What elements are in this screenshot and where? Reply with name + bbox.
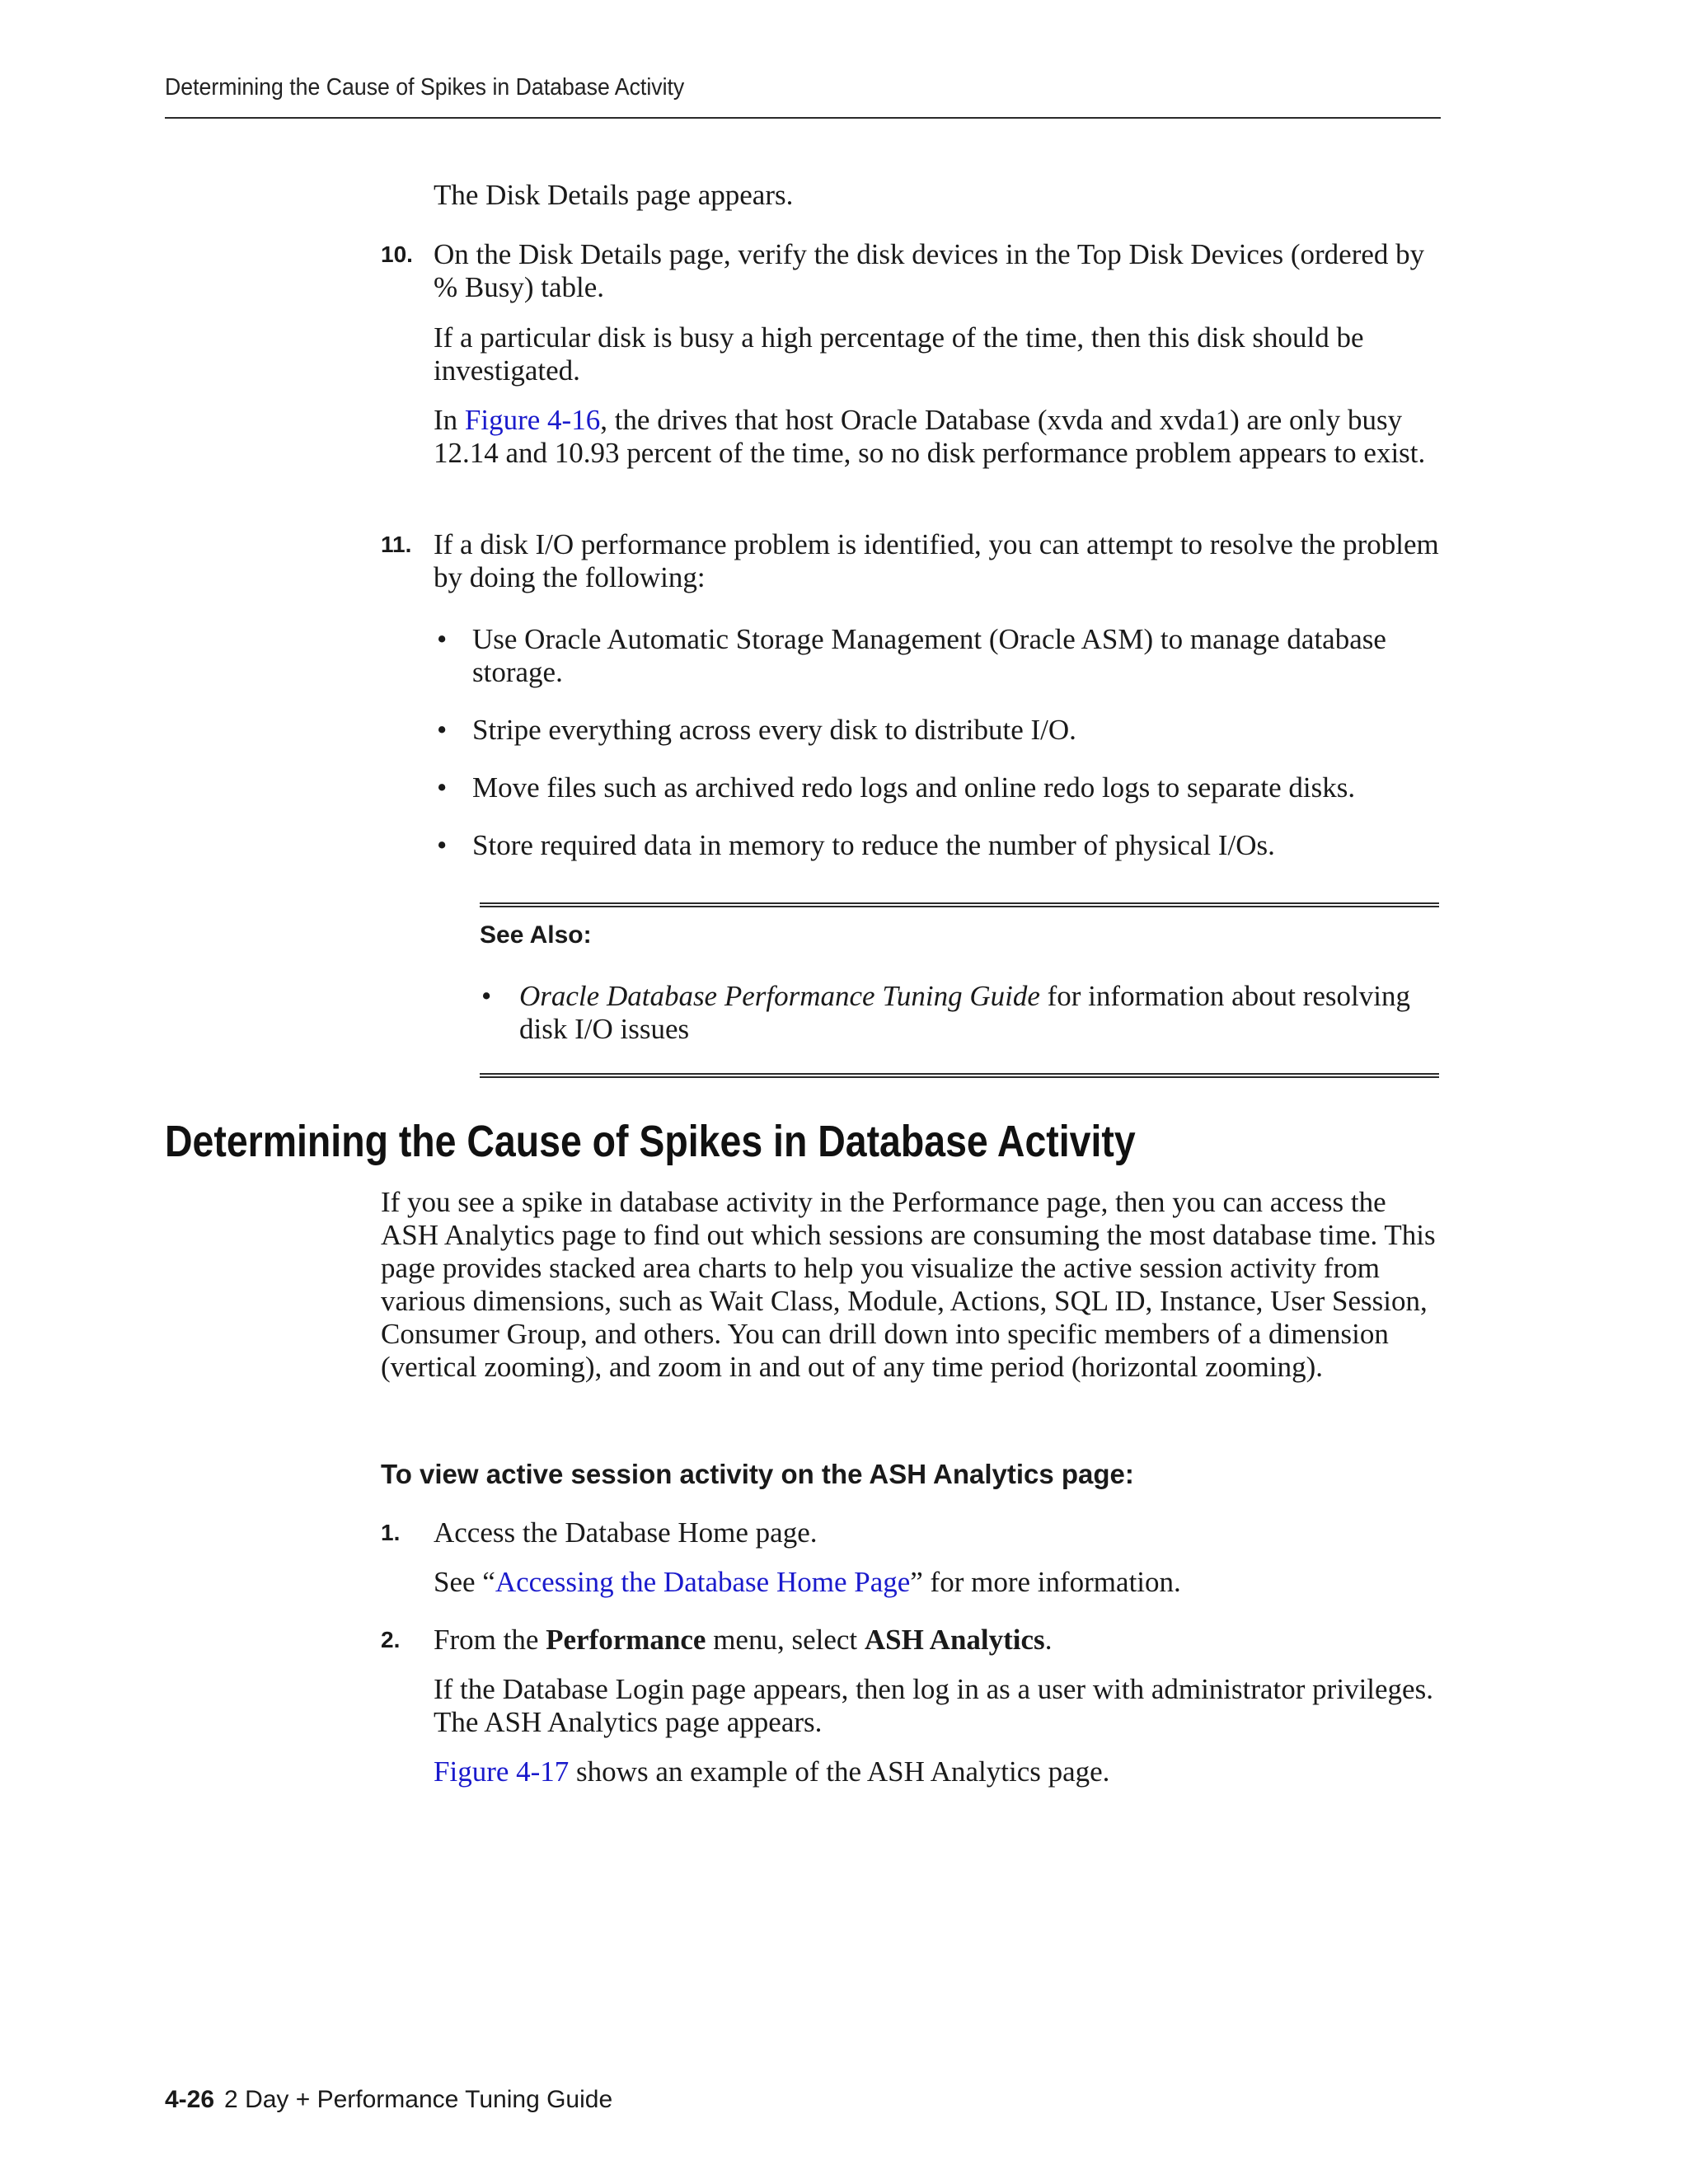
step-1-number: 1.	[381, 1520, 401, 1545]
accessing-database-home-link[interactable]: Accessing the Database Home Page	[495, 1566, 911, 1598]
step-2-figure-para	[434, 1755, 1447, 1788]
intro-line: The Disk Details page appears.	[434, 179, 794, 211]
step-10-para: If a particular disk is busy a high percentage of the time, then this disk should be investigated.	[434, 321, 1364, 387]
see-also-book-title[interactable]: Oracle Database Performance Tuning Guide	[519, 980, 1040, 1012]
list-item: Use Oracle Automatic Storage Management (Oracle ASM) to manage database storage.	[472, 623, 1386, 688]
see-also-item	[519, 980, 1439, 1046]
step-10-text: On the Disk Details page, verify the disk devices in the Top Disk Devices (ordered by % Busy) table.	[434, 238, 1425, 303]
step-10-figure-para	[434, 404, 1447, 470]
see-also-top-rule	[480, 902, 1439, 907]
see-also-item-rest: for information about resolving disk I/O issues	[519, 980, 1410, 1045]
header-rule	[165, 117, 1441, 119]
see-also-title: See Also:	[480, 921, 592, 949]
page-number: 4-26	[165, 2086, 215, 2113]
figure-para-suffix: , the drives that host Oracle Database (xvda and xvda1) are only busy 12.14 and 10.93 percent of the time, so no disk performance problem appears to exist.	[434, 404, 1426, 469]
list-item: Move files such as archived redo logs and online redo logs to separate disks.	[472, 771, 1356, 804]
performance-menu-label: Performance	[546, 1624, 706, 1656]
step-2-text	[434, 1624, 1447, 1657]
procedure-title: To view active session activity on the ASH Analytics page:	[381, 1459, 1134, 1489]
figure-para-suffix: shows an example of the ASH Analytics page.	[569, 1755, 1110, 1788]
step-2-prefix: From the	[434, 1624, 546, 1656]
section-heading: Determining the Cause of Spikes in Database Activity	[165, 1117, 1136, 1166]
see-prefix: See “	[434, 1566, 495, 1598]
bullet-mark: •	[437, 829, 448, 861]
step-10-number: 10.	[381, 241, 413, 267]
see-also-bottom-rule	[480, 1073, 1439, 1078]
step-1-see-para	[434, 1566, 1447, 1599]
figure-para-prefix: In	[434, 404, 465, 436]
page-footer	[165, 2086, 612, 2114]
bullet-mark: •	[437, 714, 448, 746]
step-2-para: If the Database Login page appears, then log in as a user with administrator privileges. The ASH Analytics page appears.	[434, 1673, 1433, 1738]
see-suffix: ” for more information.	[910, 1566, 1181, 1598]
step-2-mid: menu, select	[706, 1624, 865, 1656]
running-header: Determining the Cause of Spikes in Database Activity	[165, 74, 685, 101]
book-title: 2 Day + Performance Tuning Guide	[224, 2086, 613, 2113]
bullet-mark: •	[437, 623, 448, 655]
ash-analytics-label: ASH Analytics	[864, 1624, 1045, 1656]
figure-4-16-link[interactable]: Figure 4-16	[464, 404, 601, 436]
step-2-suffix: .	[1044, 1624, 1053, 1656]
bullet-mark: •	[481, 980, 492, 1012]
step-11-number: 11.	[381, 532, 412, 557]
figure-4-17-link[interactable]: Figure 4-17	[434, 1755, 570, 1788]
step-1-text: Access the Database Home page.	[434, 1516, 818, 1549]
list-item: Store required data in memory to reduce the number of physical I/Os.	[472, 829, 1275, 861]
list-item: Stripe everything across every disk to distribute I/O.	[472, 714, 1076, 746]
section-paragraph: If you see a spike in database activity in the Performance page, then you can access the ASH Analytics page to find out which sessions are consuming the most database time. This page provides stacked area charts to help you visualize the active session activity from various dimensions, such as Wait Class, Module, Actions, SQL ID, Instance, User Session, Consumer Group, and others. You can drill down into specific members of a dimension (vertical zooming), and zoom in and out of any time period (horizontal zooming).	[381, 1186, 1436, 1383]
step-11-text: If a disk I/O performance problem is identified, you can attempt to resolve the problem by doing the following:	[434, 528, 1439, 593]
step-2-number: 2.	[381, 1627, 401, 1652]
bullet-mark: •	[437, 771, 448, 804]
